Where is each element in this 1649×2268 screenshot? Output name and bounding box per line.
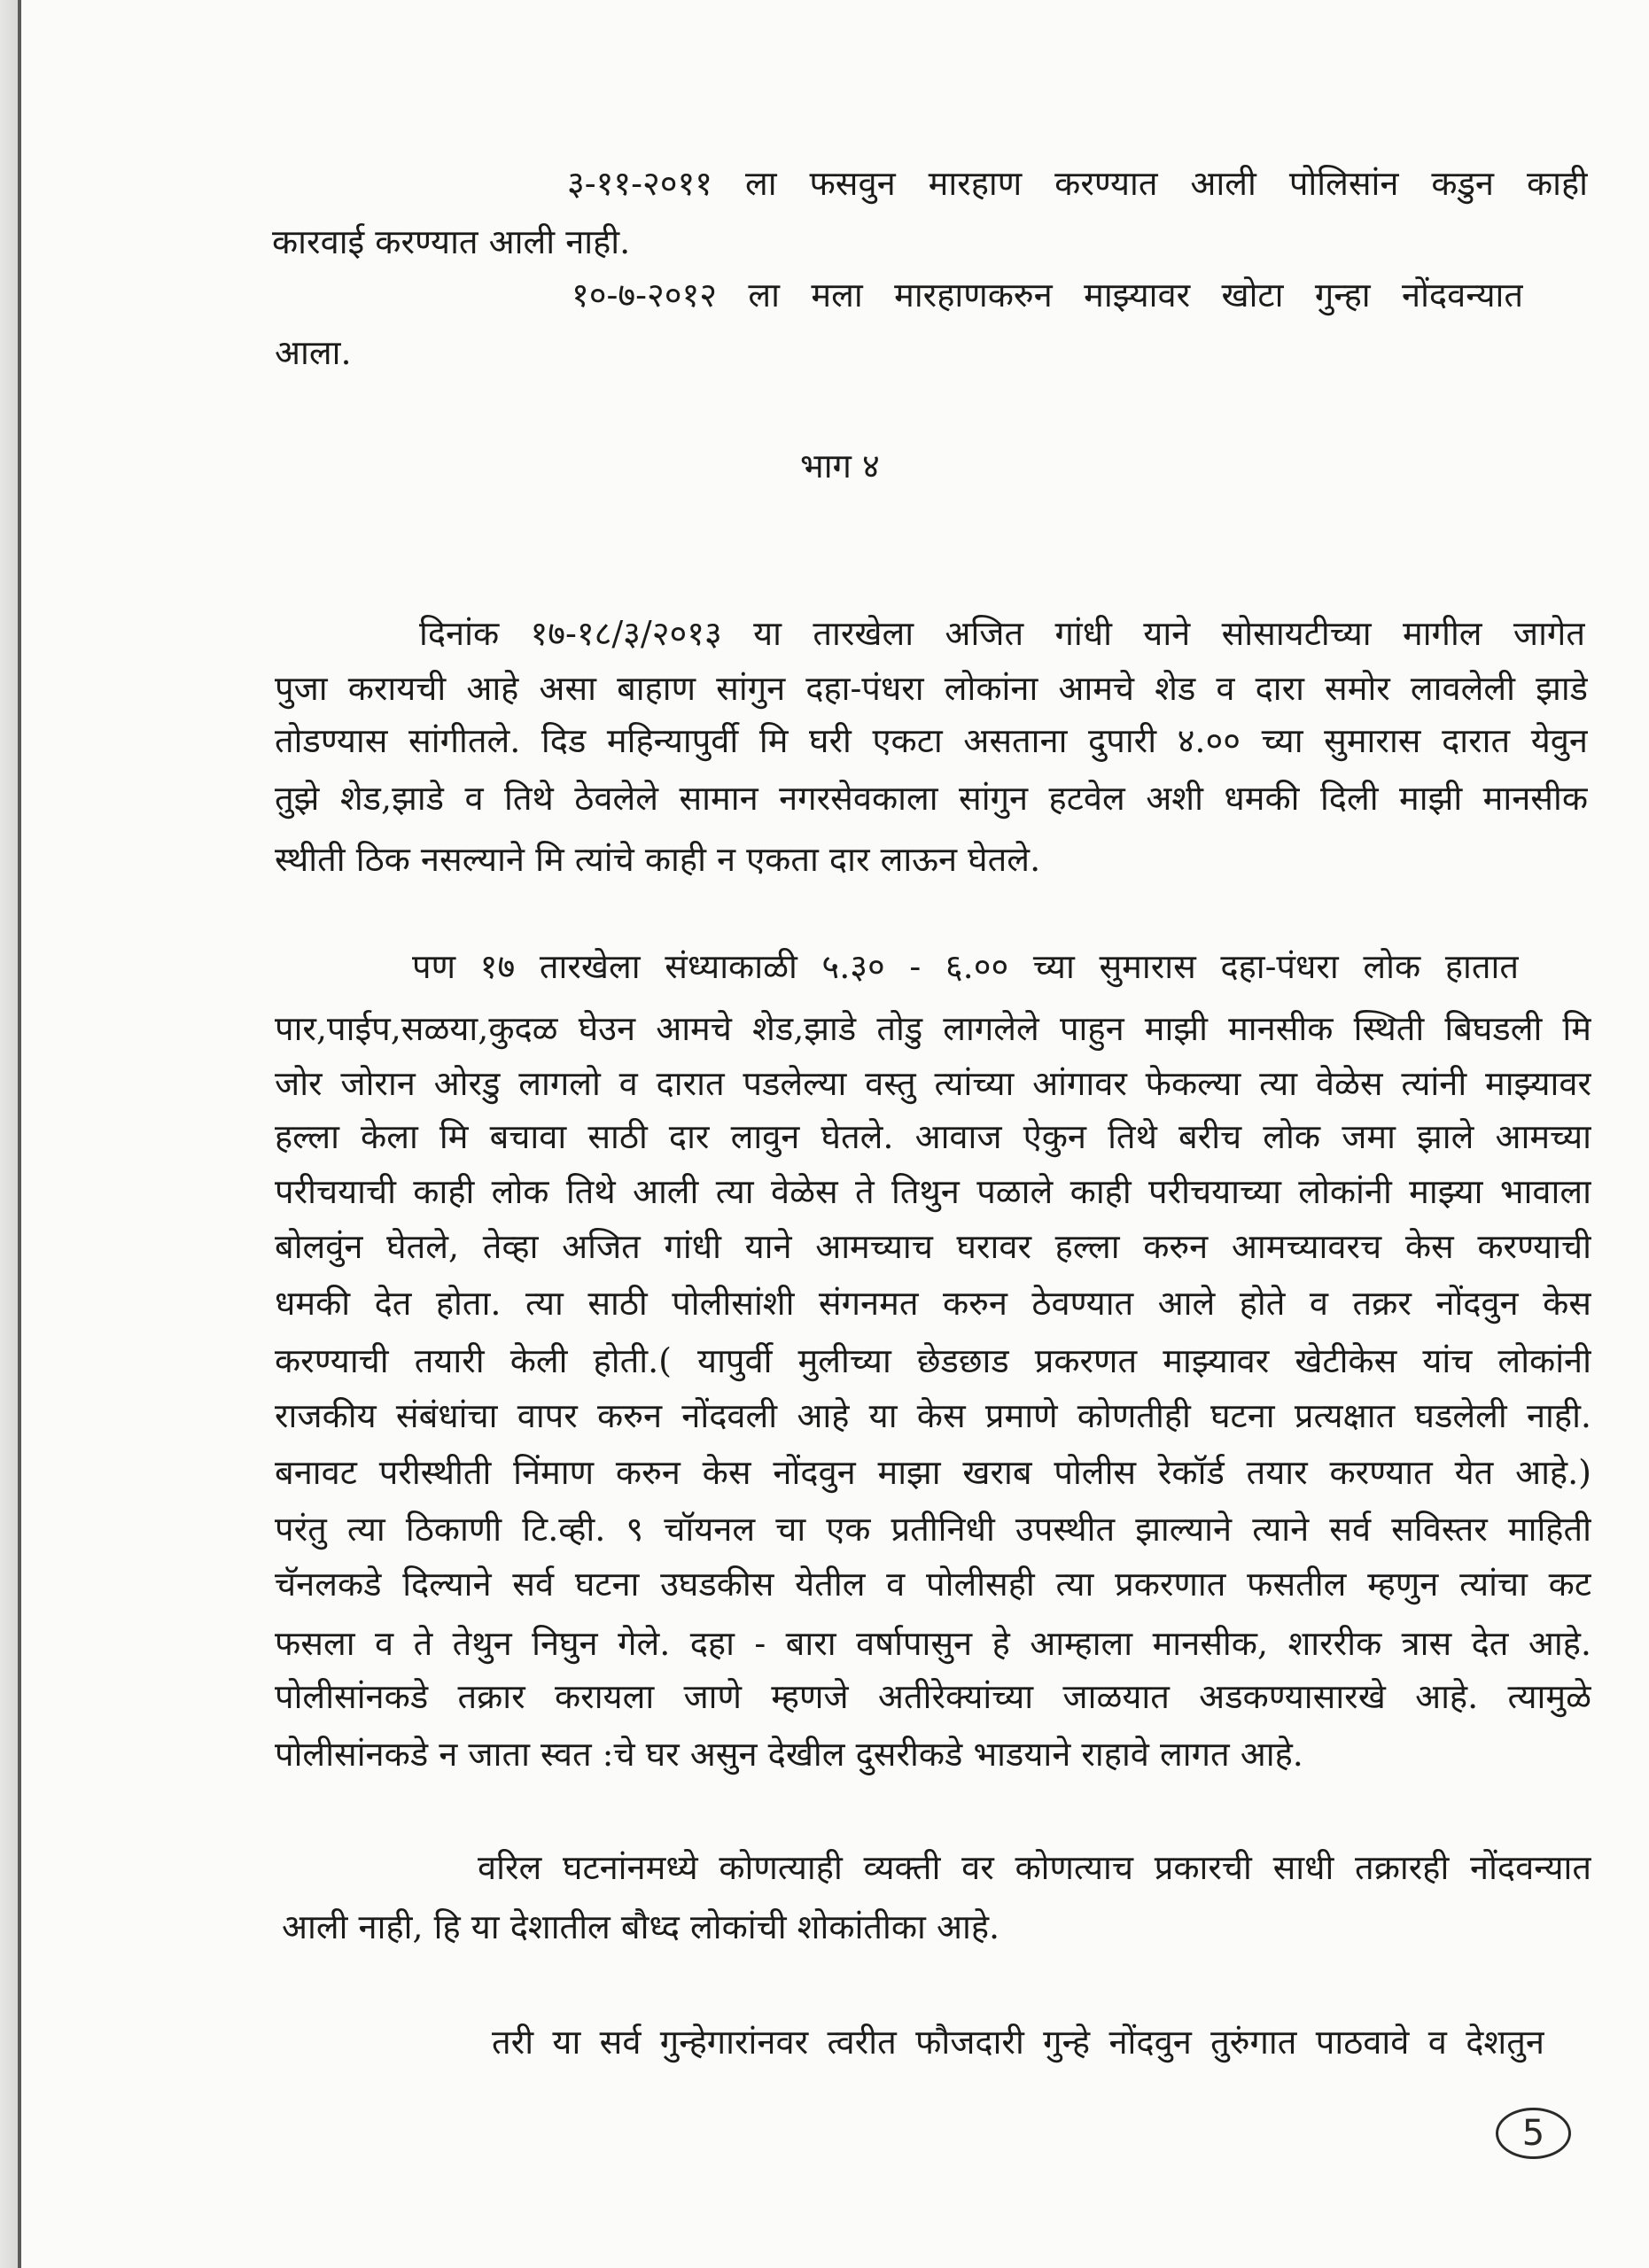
paragraph-line: परीचयाची काही लोक तिथे आली त्या वेळेस ते तिथुन पळाले काही परीचयाच्या लोकांनी माझ्या भावाला bbox=[275, 1172, 1591, 1211]
paragraph-line: दिनांक १७-१८/३/२०१३ या तारखेला अजित गांधी याने सोसायटीच्या मागील जागेत bbox=[419, 614, 1585, 653]
paragraph-line: तोडण्यास सांगीतले. दिड महिन्यापुर्वी मि घरी एकटा असताना दुपारी ४.०० च्या सुमारास दारात येवुन bbox=[275, 721, 1588, 760]
intro-line: कारवाई करण्यात आली नाही. bbox=[272, 222, 631, 261]
paragraph-line: पण १७ तारखेला संध्याकाळी ५.३० - ६.०० च्या सुमारास दहा-पंधरा लोक हातात bbox=[412, 947, 1519, 986]
intro-line: आला. bbox=[275, 333, 352, 372]
paragraph-line: जोर जोरान ओरडु लागलो व दारात पडलेल्या वस्तु त्यांच्या आंगावर फेकल्या त्या वेळेस त्यांनी माझ्यावर bbox=[275, 1064, 1591, 1103]
paragraph-line: फसला व ते तेथुन निघुन गेले. दहा - बारा वर्षापासुन हे आम्हाला मानसीक, शाररीक त्रास देत आहे. bbox=[275, 1624, 1591, 1663]
paragraph-line: वरिल घटनांनमध्ये कोणत्याही व्यक्ती वर कोणत्याच प्रकारची साधी तक्रारही नोंदवन्यात bbox=[478, 1848, 1591, 1887]
paragraph-line: पार,पाईप,सळया,कुदळ घेउन आमचे शेड,झाडे तोडु लागलेले पाहुन माझी मानसीक स्थिती बिघडली मि bbox=[275, 1009, 1591, 1048]
paragraph-line: राजकीय संबंधांचा वापर करुन नोंदवली आहे या केस प्रमाणे कोणतीही घटना प्रत्यक्षात घडलेली नाही. bbox=[275, 1396, 1591, 1435]
intro-line: ३-११-२०११ ला फसवुन मारहाण करण्यात आली पोलिसांन कडुन काही bbox=[567, 164, 1588, 203]
paragraph-line: चॅनलकडे दिल्याने सर्व घटना उघडकीस येतील व पोलीसही त्या प्रकरणात फसतील म्हणुन त्यांचा कट bbox=[275, 1565, 1591, 1604]
paragraph-line: आली नाही, हि या देशातील बौध्द लोकांची शोकांतीका आहे. bbox=[282, 1907, 1000, 1946]
page-number: 5 bbox=[1496, 2108, 1571, 2159]
scan-edge-line bbox=[18, 0, 21, 2268]
paragraph-line: पोलीसांनकडे न जाता स्वत :चे घर असुन देखील दुसरीकडे भाडयाने राहावे लागत आहे. bbox=[275, 1735, 1303, 1774]
paragraph-line: पुजा करायची आहे असा बाहाण सांगुन दहा-पंधरा लोकांना आमचे शेड व दारा समोर लावलेली झाडे bbox=[275, 669, 1588, 708]
intro-line: १०-७-२०१२ ला मला मारहाणकरुन माझ्यावर खोटा गुन्हा नोंदवन्यात bbox=[572, 276, 1523, 315]
scan-edge bbox=[0, 0, 18, 2268]
paragraph-line: तुझे शेड,झाडे व तिथे ठेवलेले सामान नगरसेवकाला सांगुन हटवेल अशी धमकी दिली माझी मानसीक bbox=[275, 779, 1588, 818]
paragraph-line: करण्याची तयारी केली होती.( यापुर्वी मुलीच्या छेडछाड प्रकरणत माझ्यावर खेटीकेस यांच लोकांनी bbox=[275, 1341, 1591, 1380]
paragraph-line: तरी या सर्व गुन्हेगारांनवर त्वरीत फौजदारी गुन्हे नोंदवुन तुरुंगात पाठवावे व देशतुन bbox=[492, 2023, 1544, 2062]
paragraph-line: पोलीसांनकडे तक्रार करायला जाणे म्हणजे अतीरेक्यांच्या जाळयात अडकण्यासारखे आहे. त्यामुळे bbox=[275, 1677, 1591, 1716]
paragraph-line: परंतु त्या ठिकाणी टि.व्ही. ९ चॉयनल चा एक प्रतीनिधी उपस्थीत झाल्याने त्याने सर्व सविस्तर माहिती bbox=[275, 1510, 1591, 1549]
paragraph-line: हल्ला केला मि बचावा साठी दार लावुन घेतले. आवाज ऐकुन तिथे बरीच लोक जमा झाले आमच्या bbox=[275, 1117, 1591, 1156]
paragraph-line: धमकी देत होता. त्या साठी पोलीसांशी संगनमत करुन ठेवण्यात आले होते व तक्रर नोंदवुन केस bbox=[275, 1284, 1591, 1323]
section-heading: भाग ४ bbox=[800, 447, 880, 485]
paragraph-line: बोलवुंन घेतले, तेव्हा अजित गांधी याने आमच्याच घरावर हल्ला करुन आमच्यावरच केस करण्याची bbox=[275, 1227, 1591, 1266]
paragraph-line: स्थीती ठिक नसल्याने मि त्यांचे काही न एकता दार लाऊन घेतले. bbox=[275, 840, 1041, 879]
paragraph-line: बनावट परीस्थीती निंमाण करुन केस नोंदवुन माझा खराब पोलीस रेकॉर्ड तयार करण्यात येत आहे.) bbox=[275, 1453, 1591, 1492]
